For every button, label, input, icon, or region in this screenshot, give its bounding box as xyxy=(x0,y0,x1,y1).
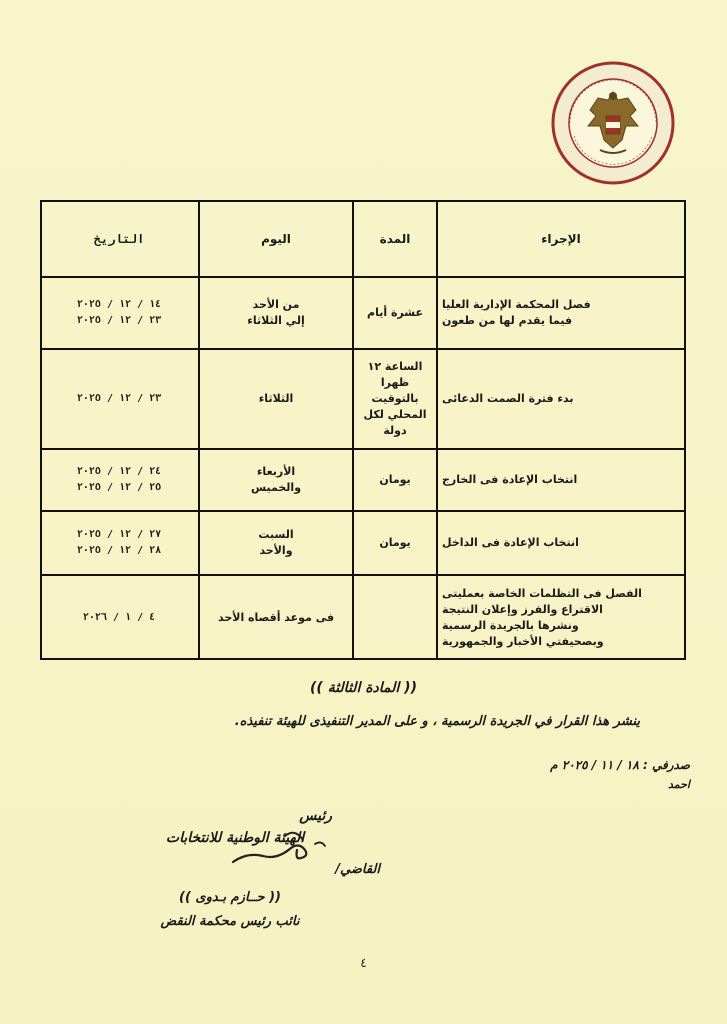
cell-line: إلي الثلاثاء xyxy=(247,314,305,327)
signatory-title: رئيس xyxy=(299,808,332,824)
cell-line: انتخاب الإعادة فى الداخل xyxy=(442,536,579,549)
cell-line: ٢٣ / ١٢ / ٢٠٢٥ xyxy=(76,315,162,326)
handwritten-signature xyxy=(225,822,335,872)
table-row xyxy=(42,576,684,660)
header-action: الإجراء xyxy=(541,232,581,246)
cell-line: من الأحد xyxy=(252,298,300,311)
cell-line: الفصل فى التظلمات الخاصة بعمليتى xyxy=(442,587,642,600)
cell-line: فيما يقدم لها من طعون xyxy=(442,314,573,327)
cell-date xyxy=(40,512,198,574)
cell-line: ٢٧ / ١٢ / ٢٠٢٥ xyxy=(76,529,162,540)
cell-day xyxy=(200,350,352,448)
election-schedule-table xyxy=(40,200,686,660)
cell-line: يومان xyxy=(379,536,411,549)
cell-line: الثلاثاء xyxy=(258,392,294,405)
cell-duration xyxy=(354,450,436,510)
table-row xyxy=(42,278,684,348)
cell-day xyxy=(200,278,352,348)
cell-line: والخميس xyxy=(250,481,302,494)
cell-action xyxy=(438,278,684,348)
signatory-position: نائب رئيس محكمة النقض xyxy=(160,914,300,929)
column-divider xyxy=(352,202,354,658)
cell-day xyxy=(200,576,352,660)
cell-action xyxy=(438,512,684,574)
cell-date xyxy=(40,278,198,348)
table-header-row xyxy=(42,202,684,276)
nea-seal-logo xyxy=(550,60,676,186)
judge-label: القاضي/ xyxy=(335,862,380,877)
column-divider xyxy=(436,202,438,658)
cell-line: الأربعاء xyxy=(256,465,296,478)
cell-line: فى موعد أقصاه الأحد xyxy=(217,611,335,624)
cell-line: ٢٣ / ١٢ / ٢٠٢٥ xyxy=(76,393,162,404)
table-row xyxy=(42,512,684,574)
cell-duration xyxy=(354,350,436,448)
cell-line: ٢٥ / ١٢ / ٢٠٢٥ xyxy=(76,482,162,493)
signatory-organization: الهيئة الوطنية للانتخابات xyxy=(165,830,305,846)
page-number: ٤ xyxy=(360,956,367,970)
cell-date xyxy=(40,576,198,660)
header-duration: المدة xyxy=(379,232,411,246)
table-row xyxy=(42,350,684,448)
cell-line: ٢٨ / ١٢ / ٢٠٢٥ xyxy=(76,545,162,556)
cell-line: بالتوقيت xyxy=(371,392,419,405)
cell-line: انتخاب الإعادة فى الخارج xyxy=(442,473,578,486)
cell-line: فصل المحكمة الإدارية العليا xyxy=(442,298,591,311)
cell-line: دولة xyxy=(383,424,407,437)
signatory-name: (( حــازم بـدوى )) xyxy=(179,890,281,905)
cell-line: عشرة أيام xyxy=(367,306,423,319)
cell-line: ٤ / ١ / ٢٠٢٦ xyxy=(82,612,156,623)
cell-line: الساعة ١٢ xyxy=(367,360,423,373)
decree-text: ينشر هذا القرار في الجريدة الرسمية ، و على المدير التنفيذى للهيئة تنفيذه. xyxy=(234,714,640,729)
cell-day xyxy=(200,512,352,574)
issue-date: صدرفي : ١٨ / ١١ / ٢٠٢٥ م xyxy=(550,758,690,772)
cell-action xyxy=(438,350,684,448)
header-date: التاريخ xyxy=(93,232,145,246)
eagle-seal-icon xyxy=(550,60,676,186)
cell-day xyxy=(200,450,352,510)
cell-action xyxy=(438,450,684,510)
header-day: اليوم xyxy=(261,232,291,246)
cell-line: ١٤ / ١٢ / ٢٠٢٥ xyxy=(76,299,162,310)
cell-line: وبصحيفتي الأخبار والجمهورية xyxy=(442,635,604,648)
cell-duration xyxy=(354,576,436,660)
cell-line: ونشرها بالجريدة الرسمية xyxy=(442,619,579,632)
table-row xyxy=(42,450,684,510)
cell-line: بدء فترة الصمت الدعائى xyxy=(442,392,574,405)
cell-line: يومان xyxy=(379,473,411,486)
article-title: (( المادة الثالثة )) xyxy=(310,680,417,696)
cell-line: ظهرا xyxy=(380,376,410,389)
cell-duration xyxy=(354,512,436,574)
cell-line: المحلي لكل xyxy=(363,408,427,421)
cell-line: ٢٤ / ١٢ / ٢٠٢٥ xyxy=(76,466,162,477)
cell-date xyxy=(40,350,198,448)
cell-date xyxy=(40,450,198,510)
cell-line: والأحد xyxy=(259,544,293,557)
column-divider xyxy=(198,202,200,658)
initials: احمد xyxy=(668,778,690,791)
cell-duration xyxy=(354,278,436,348)
cell-line: السبت xyxy=(258,528,294,541)
cell-line: الاقتراع والفرز وإعلان النتيجة xyxy=(442,603,603,616)
cell-action xyxy=(438,576,684,660)
